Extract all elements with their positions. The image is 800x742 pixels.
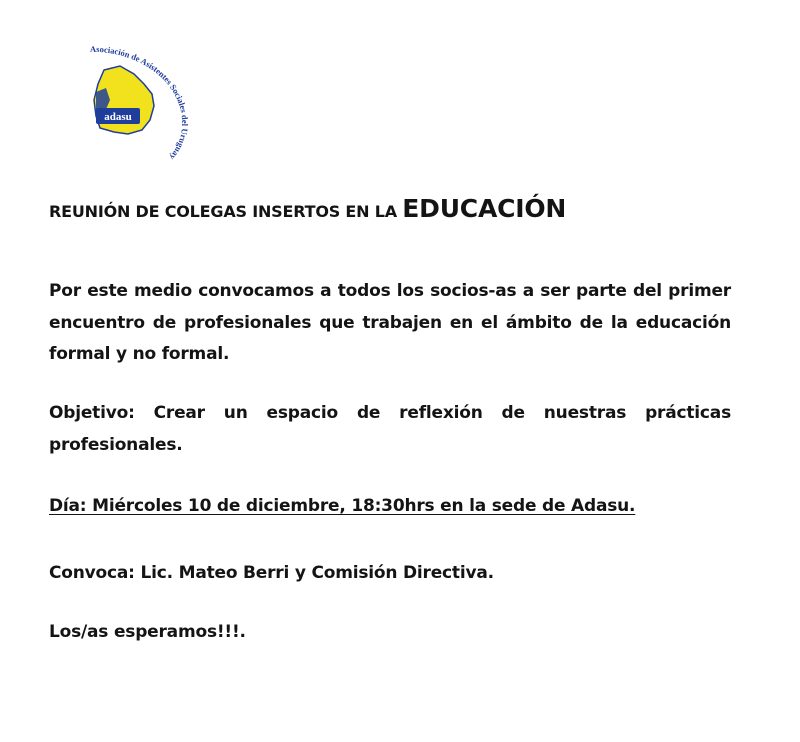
objective-paragraph: Objetivo: Crear un espacio de reflexión de nuestras prácticas profesionales. [49, 403, 731, 455]
closing-paragraph: Los/as esperamos!!!. [49, 622, 246, 642]
organizer-paragraph: Convoca: Lic. Mateo Berri y Comisión Directiva. [49, 563, 494, 583]
heading [49, 194, 566, 223]
logo-arc-text: Asociación de Asistentes Sociales del Uruguay [89, 43, 191, 163]
intro-paragraph: Por este medio convocamos a todos los socios-as a ser parte del primer encuentro de profesionales que trabajen en el ámbito de la educación formal y no formal. [49, 281, 731, 364]
heading-lead: REUNIÓN DE COLEGAS INSERTOS EN LA [49, 202, 403, 221]
date-paragraph: Día: Miércoles 10 de diciembre, 18:30hrs en la sede de Adasu. [49, 496, 636, 516]
adasu-logo [76, 40, 194, 190]
heading-emphasis: EDUCACIÓN [402, 194, 567, 223]
logo-label: adasu [104, 111, 132, 123]
